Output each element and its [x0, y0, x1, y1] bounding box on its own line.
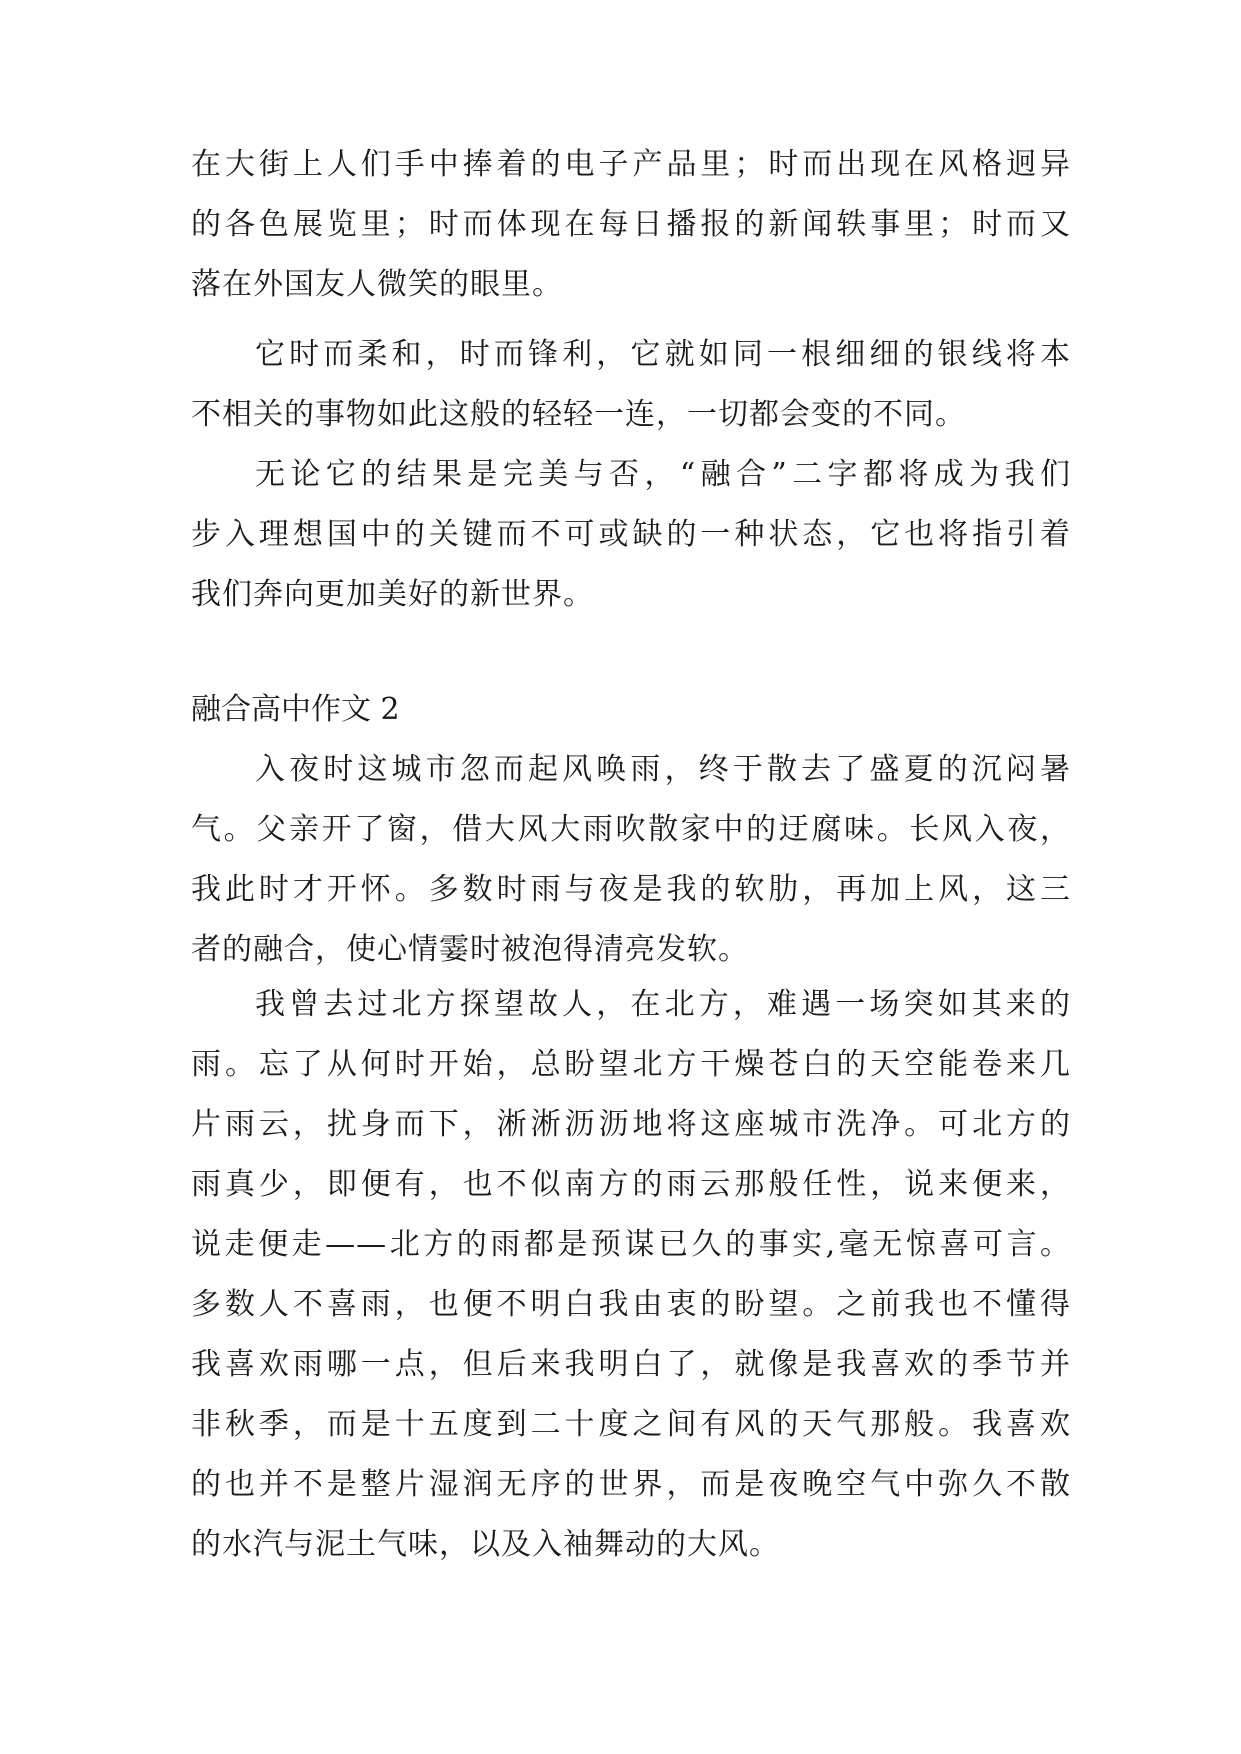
- text-line: 步入理想国中的关键而不可或缺的一种状态，它也将指引着: [191, 517, 1071, 552]
- text-line: 的水汽与泥土气味，以及入袖舞动的大风。: [191, 1527, 780, 1562]
- text-line: 在大街上人们手中捧着的电子产品里；时而出现在风格迥异: [191, 147, 1071, 182]
- text-line: 多数人不喜雨，也便不明白我由衷的盼望。之前我也不懂得: [191, 1287, 1071, 1322]
- text-line: 入夜时这城市忽而起风唤雨，终于散去了盛夏的沉闷暑: [255, 752, 1071, 787]
- text-line: 它时而柔和，时而锋利，它就如同一根细细的银线将本: [255, 337, 1071, 372]
- text-line: 气。父亲开了窗，借大风大雨吹散家中的迂腐味。长风入夜，: [191, 812, 1071, 847]
- text-line: 雨真少，即便有，也不似南方的雨云那般任性，说来便来，: [191, 1167, 1071, 1202]
- text-line: 无论它的结果是完美与否，“融合”二字都将成为我们: [255, 457, 1071, 492]
- paragraph: [191, 975, 1071, 1575]
- text-line: 说走便走——北方的雨都是预谋已久的事实,毫无惊喜可言。: [191, 1227, 1071, 1262]
- text-line: 落在外国友人微笑的眼里。: [191, 267, 563, 302]
- text-line: 非秋季，而是十五度到二十度之间有风的天气那般。我喜欢: [191, 1407, 1071, 1442]
- section-title: 融合高中作文 2: [191, 692, 400, 727]
- text-line: 我喜欢雨哪一点，但后来我明白了，就像是我喜欢的季节并: [191, 1347, 1071, 1382]
- paragraph: [191, 325, 1071, 445]
- text-line: 雨。忘了从何时开始，总盼望北方干燥苍白的天空能卷来几: [191, 1047, 1071, 1082]
- paragraph: [191, 740, 1071, 980]
- text-line: 的各色展览里；时而体现在每日播报的新闻轶事里；时而又: [191, 207, 1071, 242]
- text-line: 不相关的事物如此这般的轻轻一连，一切都会变的不同。: [191, 397, 966, 432]
- text-line: 我们奔向更加美好的新世界。: [191, 577, 594, 612]
- text-line: 我曾去过北方探望故人，在北方，难遇一场突如其来的: [255, 987, 1071, 1022]
- paragraph: [191, 445, 1071, 625]
- paragraph: [191, 135, 1071, 315]
- text-line: 我此时才开怀。多数时雨与夜是我的软肋，再加上风，这三: [191, 872, 1071, 907]
- text-line: 片雨云，扰身而下，淅淅沥沥地将这座城市洗净。可北方的: [191, 1107, 1071, 1142]
- text-line: 的也并不是整片湿润无序的世界，而是夜晚空气中弥久不散: [191, 1467, 1071, 1502]
- text-line: 者的融合，使心情霎时被泡得清亮发软。: [191, 932, 749, 967]
